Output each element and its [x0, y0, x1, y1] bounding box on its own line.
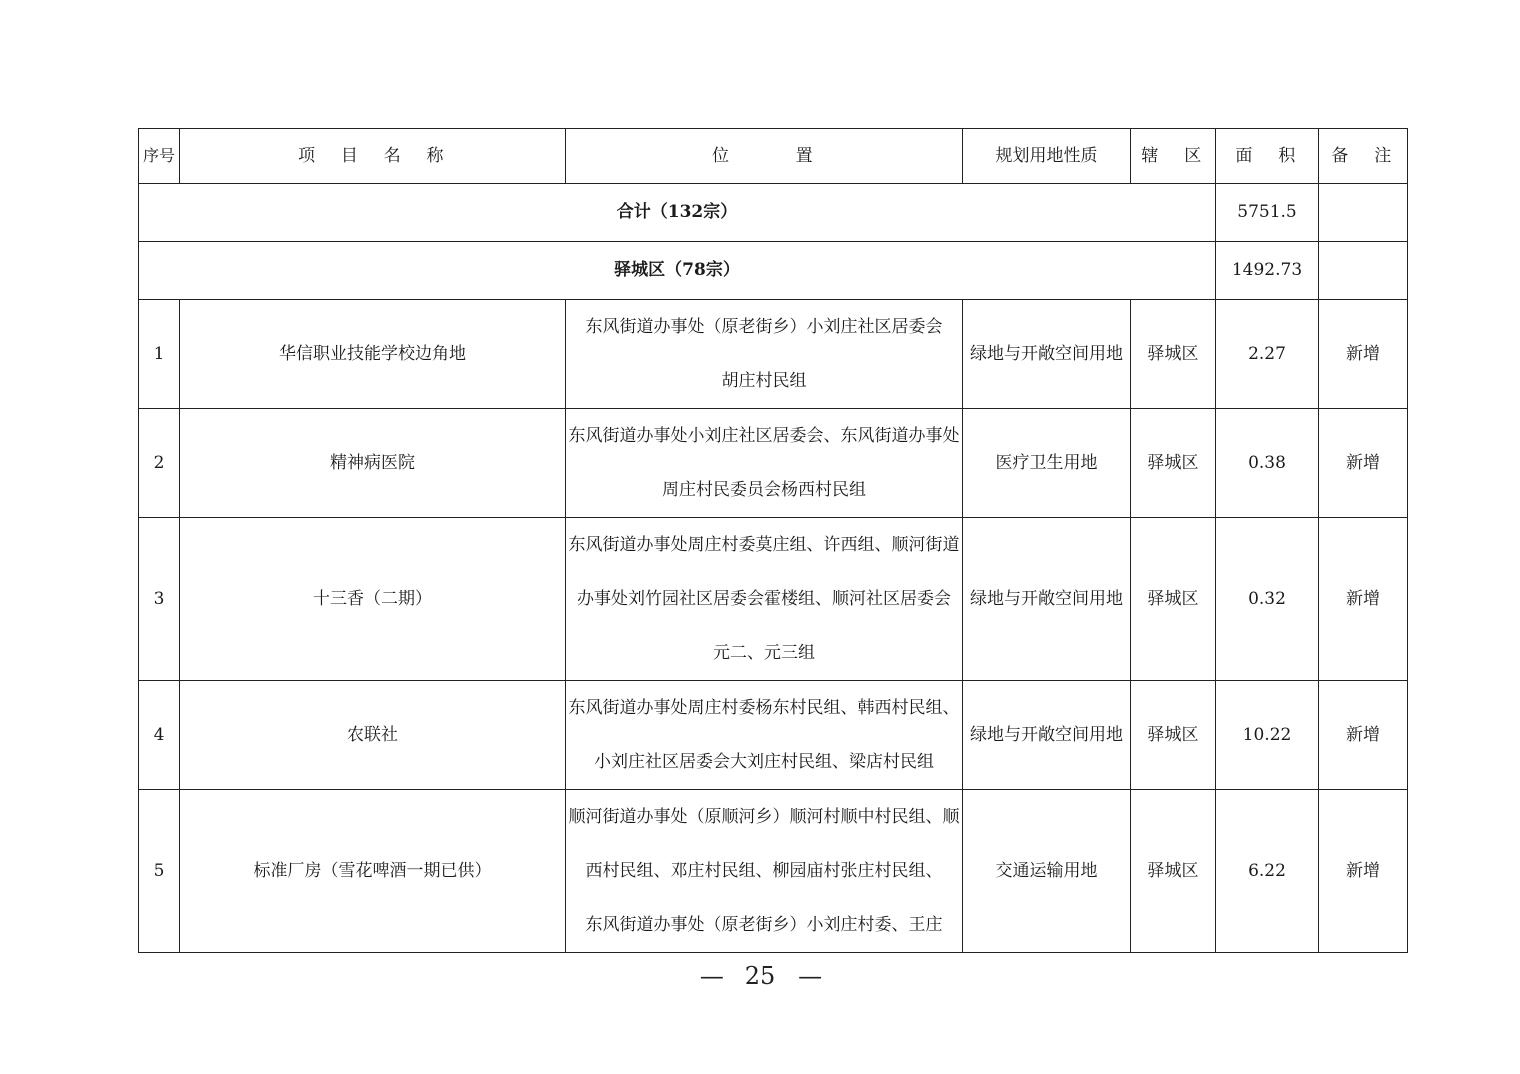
- row-land-use: 绿地与开敞空间用地: [963, 681, 1131, 790]
- district-subtotal-note: [1319, 242, 1408, 300]
- header-note: 备 注: [1319, 129, 1408, 184]
- page-number: 25: [744, 962, 776, 990]
- row-seq: 2: [139, 409, 180, 518]
- row-area: 2.27: [1216, 300, 1319, 409]
- row-location-line: 元二、元三组: [713, 643, 815, 663]
- page-dash-right: —: [798, 962, 821, 990]
- row-note: 新增: [1319, 518, 1408, 681]
- total-area: 5751.5: [1216, 184, 1319, 242]
- row-location-line: 东风街道办事处小刘庄社区居委会、东风街道办事处: [568, 426, 960, 446]
- row-area: 6.22: [1216, 790, 1319, 953]
- header-area: 面 积: [1216, 129, 1319, 184]
- table-row: [139, 518, 1408, 681]
- row-area: 0.38: [1216, 409, 1319, 518]
- header-land-use: 规划用地性质: [963, 129, 1131, 184]
- row-area: 0.32: [1216, 518, 1319, 681]
- row-note: 新增: [1319, 681, 1408, 790]
- row-location-line: 东风街道办事处（原老街乡）小刘庄社区居委会: [585, 317, 943, 337]
- row-district: 驿城区: [1131, 409, 1216, 518]
- row-seq: 4: [139, 681, 180, 790]
- row-district: 驿城区: [1131, 790, 1216, 953]
- row-name: 十三香（二期）: [180, 518, 566, 681]
- row-location: [566, 681, 963, 790]
- total-note: [1319, 184, 1408, 242]
- page-dash-left: —: [699, 962, 722, 990]
- row-location-line: 周庄村民委员会杨西村民组: [662, 480, 866, 500]
- table-row: [139, 681, 1408, 790]
- district-subtotal-label: 驿城区（78宗）: [139, 242, 1216, 300]
- row-note: 新增: [1319, 790, 1408, 953]
- table-row: [139, 790, 1408, 953]
- row-note: 新增: [1319, 409, 1408, 518]
- row-name: 农联社: [180, 681, 566, 790]
- row-land-use: 绿地与开敞空间用地: [963, 300, 1131, 409]
- row-location: [566, 518, 963, 681]
- row-location: [566, 790, 963, 953]
- table-row: [139, 409, 1408, 518]
- land-project-table: [138, 128, 1408, 953]
- row-location: [566, 300, 963, 409]
- header-row: [139, 129, 1408, 184]
- row-district: 驿城区: [1131, 681, 1216, 790]
- table-row: [139, 300, 1408, 409]
- row-location: [566, 409, 963, 518]
- row-location-line: 东风街道办事处（原老街乡）小刘庄村委、王庄: [585, 915, 943, 935]
- total-row: [139, 184, 1408, 242]
- row-seq: 3: [139, 518, 180, 681]
- row-note: 新增: [1319, 300, 1408, 409]
- row-land-use: 医疗卫生用地: [963, 409, 1131, 518]
- row-district: 驿城区: [1131, 518, 1216, 681]
- row-district: 驿城区: [1131, 300, 1216, 409]
- total-label: 合计（132宗）: [139, 184, 1216, 242]
- row-seq: 1: [139, 300, 180, 409]
- row-name: 标准厂房（雪花啤酒一期已供）: [180, 790, 566, 953]
- district-subtotal-area: 1492.73: [1216, 242, 1319, 300]
- row-location-line: 东风街道办事处周庄村委莫庄组、许西组、顺河街道: [568, 535, 960, 555]
- row-area: 10.22: [1216, 681, 1319, 790]
- row-location-line: 东风街道办事处周庄村委杨东村民组、韩西村民组、: [568, 698, 960, 718]
- row-location-line: 小刘庄社区居委会大刘庄村民组、梁店村民组: [594, 752, 934, 772]
- row-seq: 5: [139, 790, 180, 953]
- header-location: 位 置: [566, 129, 963, 184]
- row-location-line: 顺河街道办事处（原顺河乡）顺河村顺中村民组、顺: [568, 807, 960, 827]
- row-name: 华信职业技能学校边角地: [180, 300, 566, 409]
- row-name: 精神病医院: [180, 409, 566, 518]
- page-number-footer: [0, 962, 1520, 990]
- district-subtotal-row: [139, 242, 1408, 300]
- row-land-use: 交通运输用地: [963, 790, 1131, 953]
- row-land-use: 绿地与开敞空间用地: [963, 518, 1131, 681]
- land-table-container: [138, 128, 1407, 953]
- header-name: 项 目 名 称: [180, 129, 566, 184]
- row-location-line: 胡庄村民组: [721, 371, 807, 391]
- header-seq: 序号: [139, 129, 180, 184]
- header-district: 辖 区: [1131, 129, 1216, 184]
- row-location-line: 办事处刘竹园社区居委会霍楼组、顺河社区居委会: [577, 589, 951, 609]
- row-location-line: 西村民组、邓庄村民组、柳园庙村张庄村民组、: [585, 861, 943, 881]
